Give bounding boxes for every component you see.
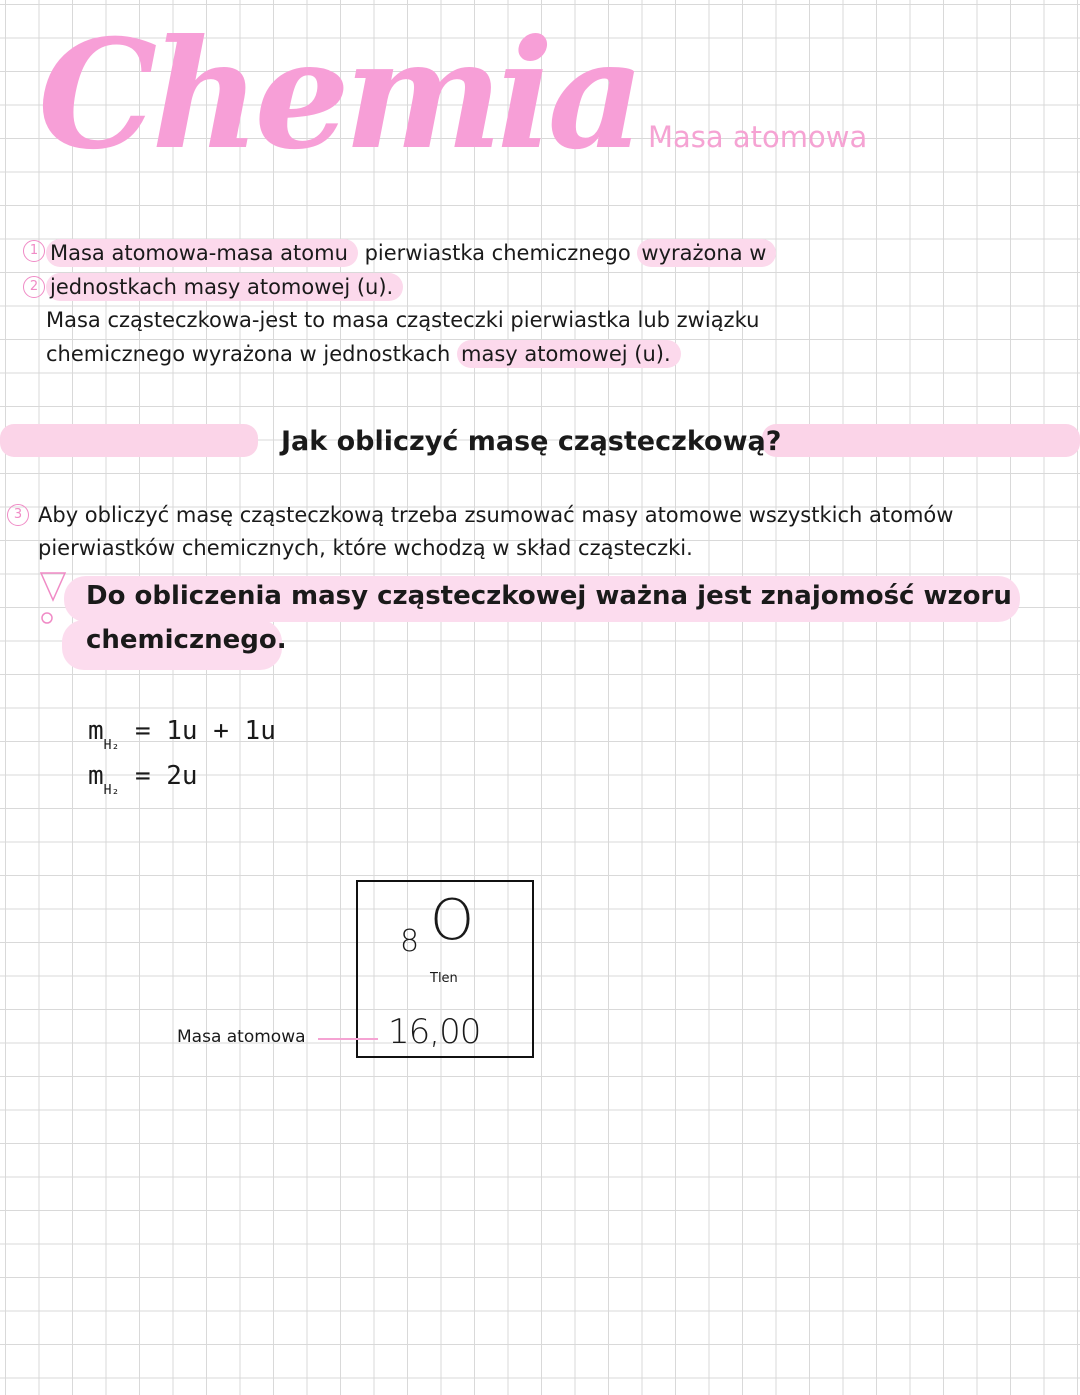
- formula-symbol: m: [88, 716, 104, 746]
- note-line-2: chemicznego.: [86, 625, 287, 655]
- highlight-term: jednostkach masy atomowej (u).: [46, 273, 403, 301]
- section-heading: Jak obliczyć masę cząsteczkową?: [281, 426, 782, 457]
- highlight-term: Masa atomowa-masa atomu: [46, 239, 358, 267]
- atomic-number: 8: [400, 924, 420, 959]
- page-title: Chemia: [38, 7, 639, 183]
- definition-line-4: [46, 338, 681, 371]
- element-name: Tlen: [430, 971, 458, 986]
- formula-rhs: = 1u + 1u: [134, 716, 276, 746]
- formula-symbol: m: [88, 761, 104, 791]
- definition-text: pierwiastka chemicznego: [364, 241, 631, 265]
- atomic-mass: 16,00: [388, 1012, 481, 1052]
- formula-row: [88, 761, 198, 798]
- marker-3: 3: [7, 504, 29, 526]
- atomic-mass-label: Masa atomowa: [177, 1027, 306, 1047]
- definition-line-3: Masa cząsteczkowa-jest to masa cząsteczki pierwiastka lub związku: [46, 308, 760, 332]
- formula-rhs: = 2u: [134, 761, 198, 791]
- element-box: [356, 880, 534, 1058]
- page-subtitle: Masa atomowa: [648, 120, 868, 154]
- definition-line-2: [46, 271, 403, 304]
- note-line-1: Do obliczenia masy cząsteczkowej ważna jest znajomość wzoru: [86, 581, 1012, 611]
- definition-line-1: [46, 237, 776, 270]
- marker-1: 1: [23, 240, 45, 262]
- definition-text: chemicznego wyrażona w jednostkach: [46, 342, 451, 366]
- highlight-term: masy atomowej (u).: [457, 340, 681, 368]
- explanation-line-1: Aby obliczyć masę cząsteczkową trzeba zsumować masy atomowe wszystkich atomów: [38, 503, 954, 527]
- heading-band-right: [762, 424, 1080, 457]
- heading-band-left: [0, 424, 258, 457]
- formula-row: [88, 716, 276, 753]
- formula-subscript: H₂: [103, 738, 120, 753]
- marker-2: 2: [23, 276, 45, 298]
- explanation-line-2: pierwiastków chemicznych, które wchodzą w skład cząsteczki.: [38, 536, 693, 560]
- highlight-term: wyrażona w: [637, 239, 776, 267]
- label-connector-line: [318, 1038, 378, 1040]
- formula-subscript: H₂: [103, 783, 120, 798]
- element-symbol: O: [430, 888, 475, 953]
